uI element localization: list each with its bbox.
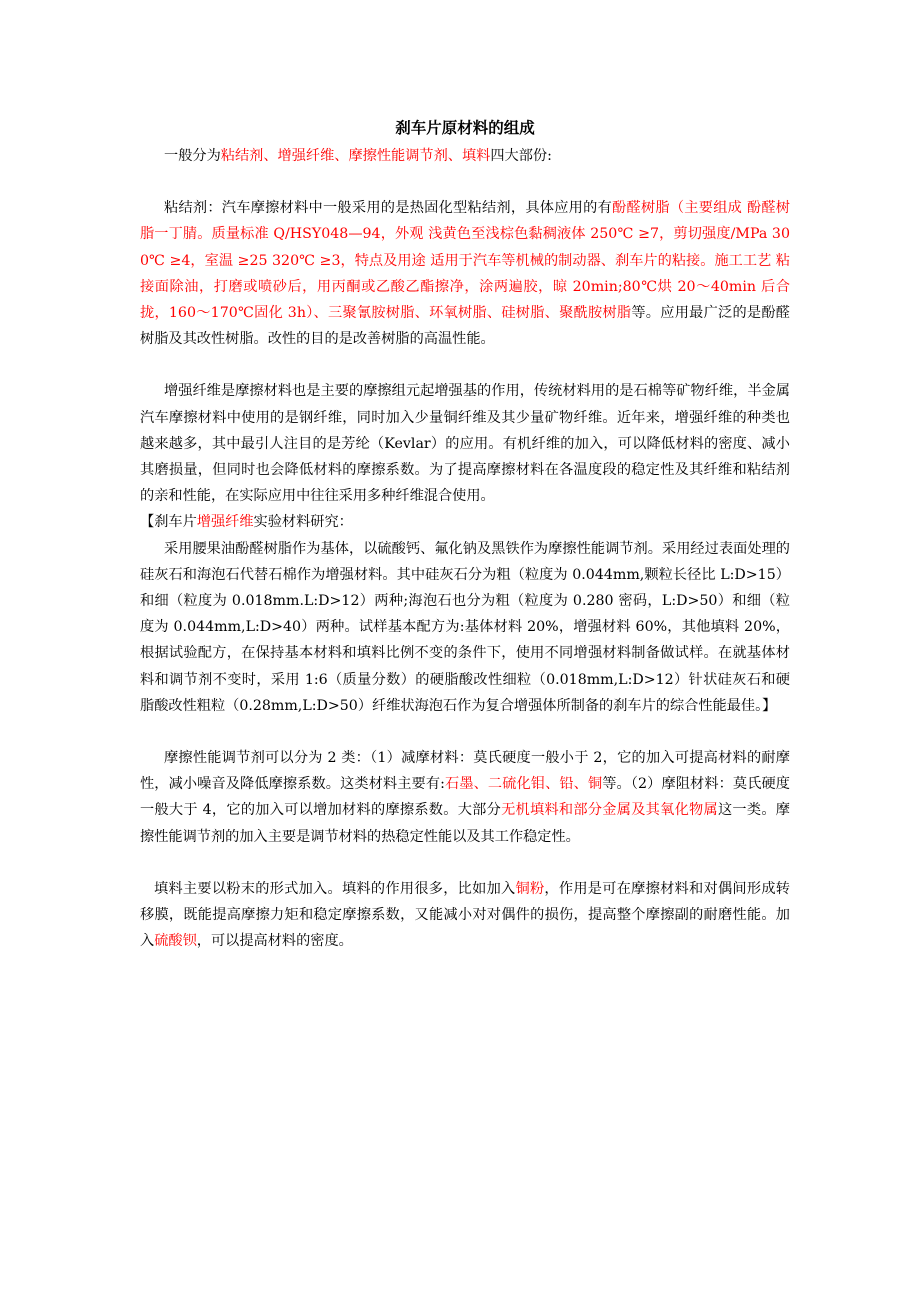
paragraph-spacer — [140, 850, 790, 876]
document-title: 刹车片原材料的组成 — [395, 119, 535, 137]
study-head-highlight: 增强纤维 — [196, 514, 254, 531]
intro-paragraph — [140, 143, 790, 169]
friction-highlight-1: 石墨、二硫化钼、铅、铜 — [444, 776, 603, 793]
binder-paragraph — [140, 195, 790, 352]
filler-text-1: 填料主要以粉末的形式加入。填料的作用很多，比如加入 — [154, 880, 516, 897]
study-heading — [140, 509, 790, 535]
binder-resins-highlight: 酚醛树脂（主要组成 酚醛树脂一丁腈。质量标准 Q/HSY048—94，外观 浅黄色至浅棕色黏稠液体 250℃ ≥7，剪切强度/MPa 300℃ ≥4，室温 ≥25 320℃ ≥3，特点及用途 适用于汽车等机械的制动器、刹车片的粘接。施工工艺 粘接面除油，打磨或喷砂后，用丙酮或乙酸乙酯擦净，涂两遍胶，晾 20min;80℃烘 20～40min 后合拢，160～170℃固化 3h）、三聚氰胺树脂、环氧树脂、硅树脂、聚酰胺树脂 — [140, 200, 790, 322]
intro-suffix: 四大部份: — [490, 148, 552, 164]
fiber-paragraph: 增强纤维是摩擦材料也是主要的摩擦组元起增强基的作用，传统材料用的是石棉等矿物纤维，半金属汽车摩擦材料中使用的是钢纤维，同时加入少量铜纤维及其少量矿物纤维。近年来，增强纤维的种类也越来越多，其中最引人注目的是芳纶（Kevlar）的应用。有机纤维的加入，可以降低材料的密度、减小其磨损量，但同时也会降低材料的摩擦系数。为了提高摩擦材料在各温度段的稳定性及其纤维和粘结剂的亲和性能，在实际应用中往往采用多种纤维混合使用。 — [140, 383, 790, 505]
paragraph-spacer — [140, 169, 790, 195]
study-head-suffix: 实验材料研究： — [253, 514, 353, 531]
intro-highlight: 粘结剂、增强纤维、摩擦性能调节剂、填料 — [220, 148, 491, 164]
paragraph-spacer — [140, 719, 790, 745]
study-head-prefix: 【刹车片 — [140, 514, 197, 531]
filler-paragraph — [140, 876, 790, 955]
filler-text-2: ，作用是可在摩擦材料和对偶间形成转移膜，既能提高摩擦力矩和稳定摩擦系数，又能减小对对偶件的损伤，提高整个摩擦副的耐磨性能。加入 — [140, 880, 790, 950]
paragraph-spacer — [140, 352, 790, 378]
friction-text-1: 摩擦性能调节剂可以分为 2 类：（1）减摩材料：莫氏硬度一般小于 2，它的加入可提高材料的耐摩性，减小噪音及降低摩擦系数。这类材料主要有: — [140, 750, 790, 793]
intro-prefix: 一般分为 — [164, 148, 221, 164]
friction-text-3: 这一类。摩擦性能调节剂的加入主要是调节材料的热稳定性能以及其工作稳定性。 — [140, 802, 790, 845]
binder-lead: 粘结剂：汽车摩擦材料中一般采用的是热固化型粘结剂，具体应用的有 — [164, 200, 613, 217]
filler-highlight-2: 硫酸钡 — [154, 933, 197, 950]
binder-tail: 等。应用最广泛的是酚醛树脂及其改性树脂。改性的目的是改善树脂的高温性能。 — [140, 305, 790, 348]
friction-text-2: 等。（2）摩阻材料：莫氏硬度一般大于 4，它的加入可以增加材料的摩擦系数。大部分 — [140, 776, 790, 819]
friction-paragraph — [140, 745, 790, 850]
friction-highlight-2: 无机填料和部分金属及其氧化物属 — [501, 802, 718, 819]
filler-text-3: ，可以提高材料的密度。 — [196, 933, 353, 950]
study-paragraph: 采用腰果油酚醛树脂作为基体，以硫酸钙、氟化钠及黑铁作为摩擦性能调节剂。采用经过表面处理的硅灰石和海泡石代替石棉作为增强材料。其中硅灰石分为粗（粒度为 0.044mm,颗粒长径比 L:D>15）和细（粒度为 0.018mm.L:D>12）两种;海泡石也分为粗（粒度为 0.280 密码，L:D>50）和细（粒度为 0.044mm,L:D>40）两种。试样基本配方为:基体材料 20%，增强材料 60%，其他填料 20%，根据试验配方，在保持基本材料和填料比例不变的条件下，使用不同增强材料制备做试样。在就基体材料和调节剂不变时，采用 1:6（质量分数）的硬脂酸改性细粒（0.018mm,L:D>12）针状硅灰石和硬脂酸改性粗粒（0.28mm,L:D>50）纤维状海泡石作为复合增强体所制备的刹车片的综合性能最佳。】 — [140, 540, 790, 714]
filler-highlight-1: 铜粉 — [515, 880, 545, 897]
document-body — [140, 113, 790, 954]
